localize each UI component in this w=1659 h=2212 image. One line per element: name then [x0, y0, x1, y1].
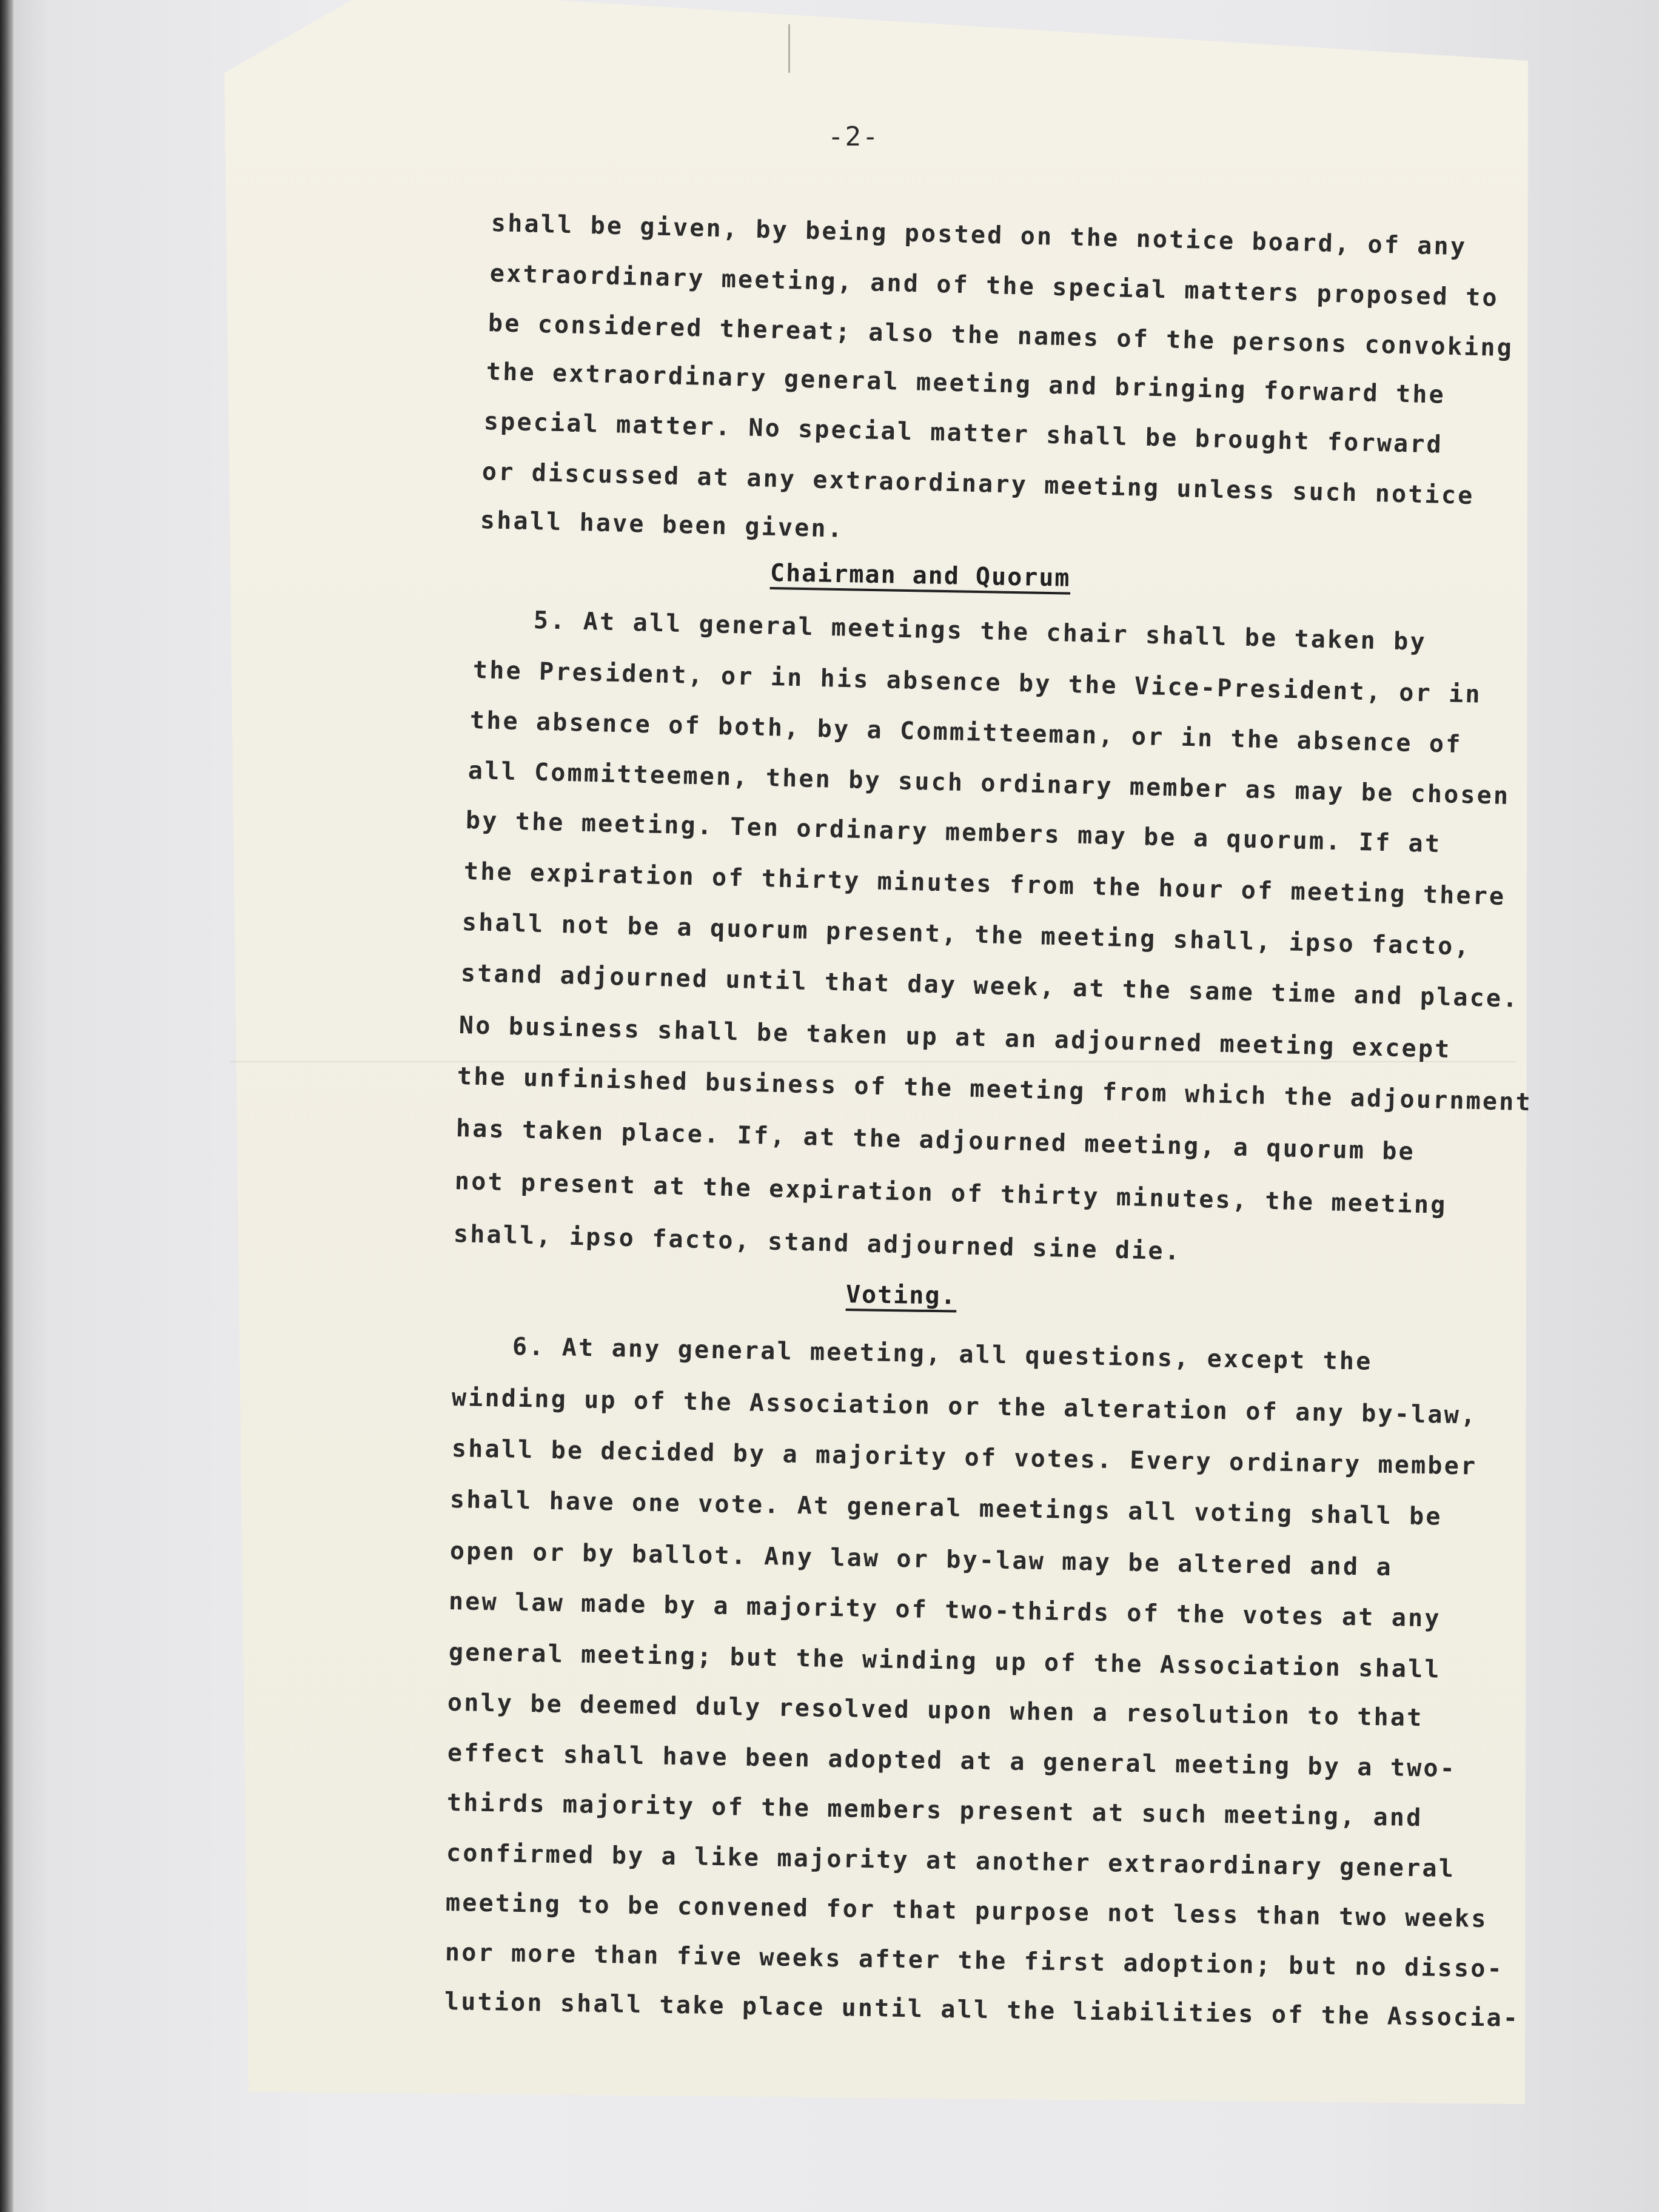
text-line: be considered thereat; also the names of the persons convoking	[488, 309, 1514, 363]
text-line: only be deemed duly resolved upon when a resolution to that	[447, 1689, 1424, 1732]
text-line: meeting to be convened for that purpose not less than two weeks	[445, 1889, 1488, 1933]
text-line: the President, or in his absence by the Vice-President, or in	[472, 656, 1483, 709]
text-line: the unfinished business of the meeting from which the adjournment	[457, 1062, 1533, 1117]
text-line: extraordinary meeting, and of the special matters proposed to	[489, 260, 1500, 312]
text-line: shall, ipso facto, stand adjourned sine die.	[453, 1220, 1182, 1266]
text-line: the extraordinary general meeting and bringing forward the	[486, 358, 1446, 409]
section-heading: Voting.	[845, 1281, 957, 1310]
text-line: new law made by a majority of two-thirds of the votes at any	[448, 1587, 1442, 1633]
text-line: open or by ballot. Any law or by-law may be altered and a	[449, 1537, 1393, 1582]
text-line: or discussed at any extraordinary meeting unless such notice	[481, 458, 1475, 510]
text-line: 5. At all general meetings the chair shall be taken by	[533, 606, 1427, 656]
text-line: the expiration of thirty minutes from the hour of meeting there	[463, 857, 1506, 911]
paper-tear	[788, 24, 790, 73]
text-line: No business shall be taken up at an adjourned meeting except	[458, 1011, 1452, 1064]
text-line: nor more than five weeks after the first adoption; but no disso-	[444, 1939, 1504, 1983]
text-line: effect shall have been adopted at a general meeting by a two-	[447, 1739, 1457, 1783]
text-line: stand adjourned until that day week, at the same time and place.	[460, 959, 1520, 1013]
text-line: shall have been given.	[480, 506, 845, 543]
text-line: shall have one vote. At general meetings all voting shall be	[449, 1486, 1443, 1531]
text-line: shall not be a quorum present, the meeting shall, ipso facto,	[461, 908, 1472, 961]
text-line: has taken place. If, at the adjourned meeting, a quorum be	[455, 1114, 1416, 1166]
text-line: all Committeemen, then by such ordinary member as may be chosen	[468, 757, 1510, 810]
text-line: general meeting; but the winding up of the Association shall	[448, 1638, 1442, 1684]
text-line: winding up of the Association or the alteration of any by-law,	[451, 1384, 1478, 1430]
background-shadow-edge	[0, 0, 13, 2212]
text-line: 6. At any general meeting, all questions, except the	[512, 1333, 1373, 1376]
text-line: by the meeting. Ten ordinary members may be a quorum. If at	[465, 806, 1442, 859]
paper-fold	[230, 1061, 1516, 1062]
text-line: confirmed by a like majority at another extraordinary general	[446, 1839, 1456, 1883]
text-line: thirds majority of the members present at such meeting, and	[446, 1789, 1423, 1832]
text-line: lution shall take place until all the liabilities of the Associa-	[444, 1988, 1520, 2033]
text-line: shall be given, by being posted on the notice board, of any	[491, 209, 1467, 261]
section-heading: Chairman and Quorum	[769, 559, 1071, 592]
text-line: special matter. No special matter shall be brought forward	[483, 407, 1444, 459]
text-line: not present at the expiration of thirty minutes, the meeting	[454, 1167, 1447, 1219]
text-line: the absence of both, by a Committeeman, or in the absence of	[469, 706, 1463, 759]
page-number: -2-	[828, 121, 880, 152]
text-line: shall be decided by a majority of votes. Every ordinary member	[451, 1435, 1478, 1481]
